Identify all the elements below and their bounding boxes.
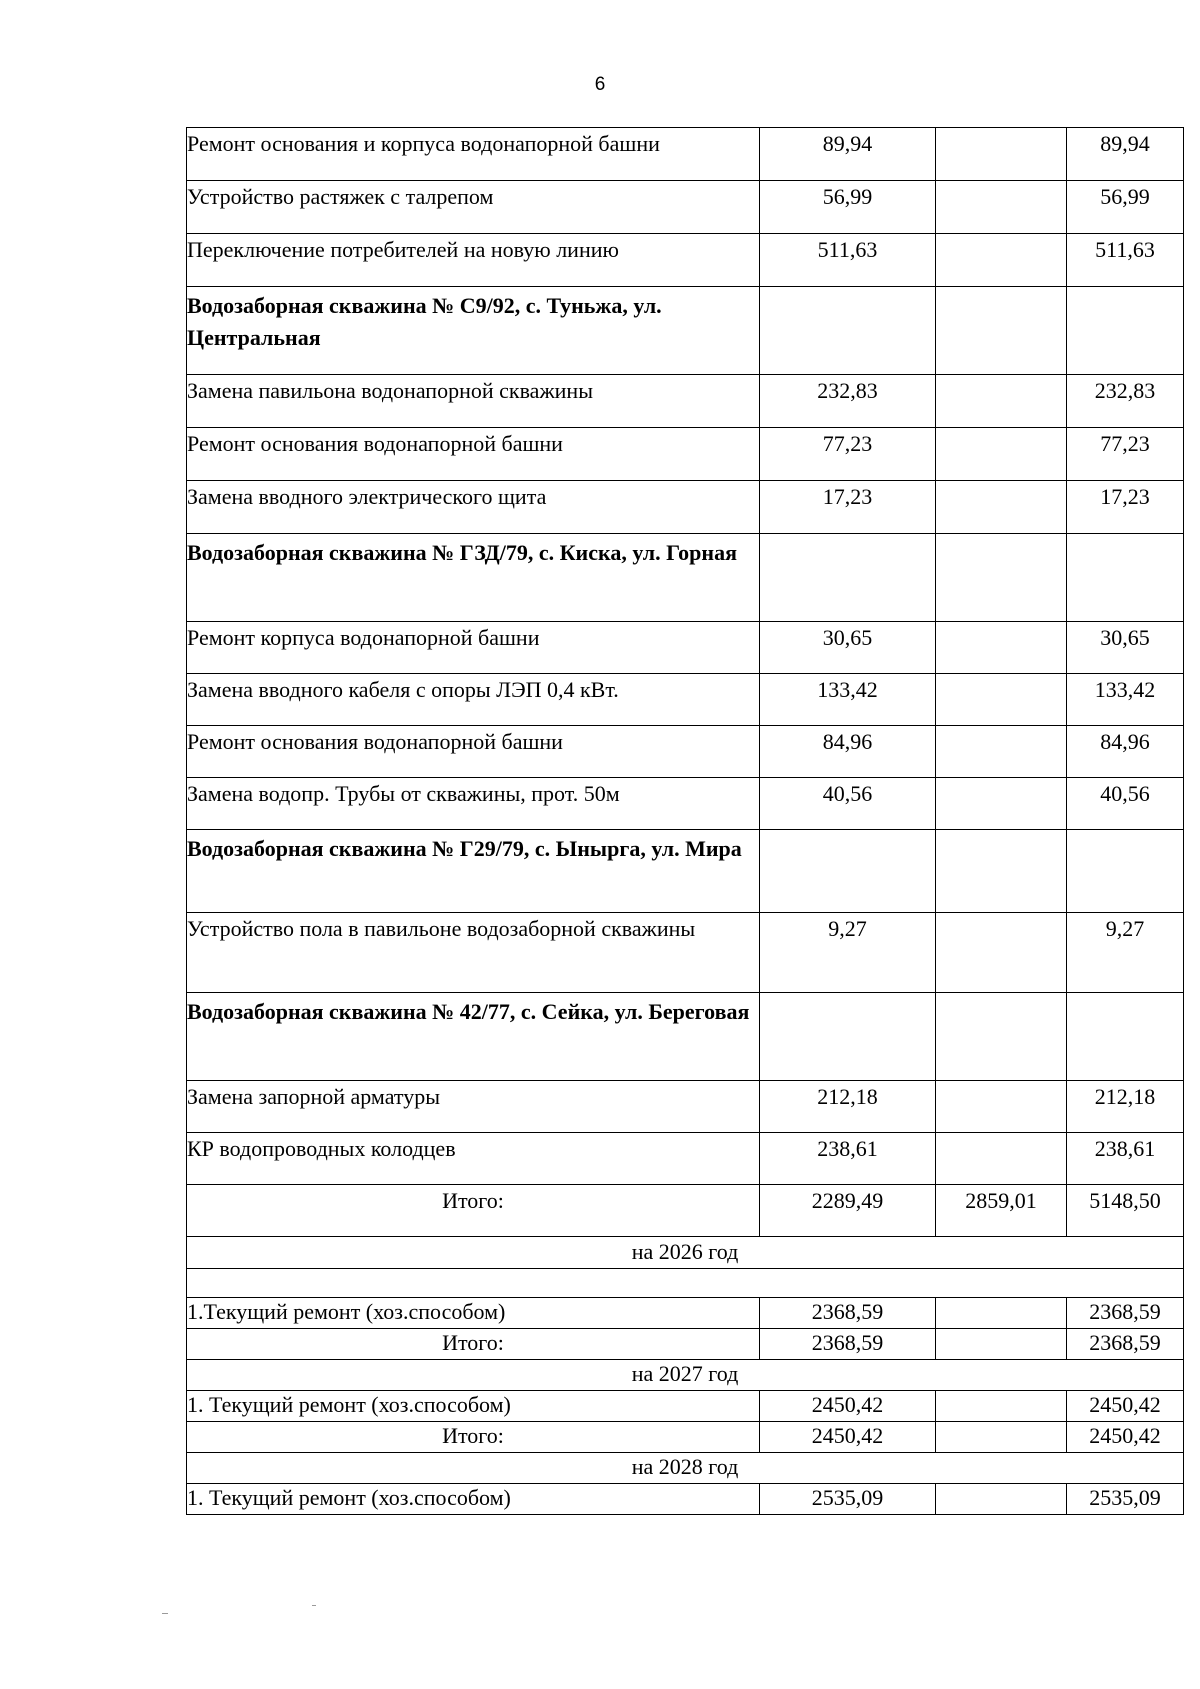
empty-cell [760,830,936,913]
value-cell: 17,23 [1067,481,1184,534]
table-row [187,674,1184,726]
value-cell [936,674,1067,726]
section-heading: Водозаборная скважина № Г29/79, с. Ыныргa, ул. Мира [187,830,760,913]
item-label: Замена павильона водонапорной скважины [187,375,760,428]
item-label: 1.Текущий ремонт (хоз.способом) [187,1298,760,1329]
scan-speck [312,1605,316,1606]
section-heading-row [187,287,1184,375]
value-cell [936,181,1067,234]
item-label: Замена вводного электрического щита [187,481,760,534]
item-label: Ремонт основания водонапорной башни [187,428,760,481]
item-label: Замена запорной арматуры [187,1081,760,1133]
value-cell: 232,83 [1067,375,1184,428]
value-cell: 40,56 [1067,778,1184,830]
table-row [187,1081,1184,1133]
empty-cell [187,1269,1184,1298]
value-cell: 232,83 [760,375,936,428]
year-header-row [187,1360,1184,1391]
table-row [187,181,1184,234]
total-value [936,1329,1067,1360]
value-cell [936,234,1067,287]
table-row [187,428,1184,481]
budget-table [186,127,1184,1515]
value-cell: 84,96 [1067,726,1184,778]
value-cell: 2450,42 [1067,1391,1184,1422]
value-cell: 212,18 [1067,1081,1184,1133]
value-cell: 2368,59 [760,1298,936,1329]
total-label: Итого: [187,1422,760,1453]
value-cell: 2535,09 [760,1484,936,1515]
table-row [187,726,1184,778]
value-cell: 40,56 [760,778,936,830]
empty-cell [1067,993,1184,1081]
value-cell: 89,94 [1067,128,1184,181]
item-label: Замена вводного кабеля с опоры ЛЭП 0,4 кВт. [187,674,760,726]
total-value: 2368,59 [1067,1329,1184,1360]
value-cell: 212,18 [760,1081,936,1133]
value-cell: 77,23 [760,428,936,481]
value-cell: 133,42 [760,674,936,726]
total-row [187,1185,1184,1237]
total-value: 2450,42 [760,1422,936,1453]
value-cell [936,1298,1067,1329]
table-row [187,234,1184,287]
empty-cell [936,287,1067,375]
value-cell [936,1133,1067,1185]
value-cell: 133,42 [1067,674,1184,726]
year-header-row [187,1237,1184,1269]
item-label: 1. Текущий ремонт (хоз.способом) [187,1484,760,1515]
year-header-row [187,1453,1184,1484]
empty-cell [1067,830,1184,913]
value-cell: 30,65 [760,622,936,674]
table-row [187,778,1184,830]
value-cell [936,726,1067,778]
item-label: 1. Текущий ремонт (хоз.способом) [187,1391,760,1422]
year-title-2026: на 2026 год [187,1237,1184,1269]
value-cell: 56,99 [1067,181,1184,234]
table-row [187,1133,1184,1185]
value-cell [936,778,1067,830]
item-label: Замена водопр. Трубы от скважины, прот. 50м [187,778,760,830]
table-row [187,622,1184,674]
value-cell: 89,94 [760,128,936,181]
empty-cell [760,534,936,622]
empty-cell [936,534,1067,622]
value-cell [936,622,1067,674]
value-cell: 238,61 [1067,1133,1184,1185]
value-cell [936,375,1067,428]
value-cell [936,128,1067,181]
section-heading-row [187,993,1184,1081]
value-cell [936,913,1067,993]
total-row [187,1329,1184,1360]
table-row [187,1391,1184,1422]
year-title-2027: на 2027 год [187,1360,1184,1391]
total-value: 2289,49 [760,1185,936,1237]
section-heading-row [187,830,1184,913]
total-label: Итого: [187,1185,760,1237]
table-row [187,913,1184,993]
value-cell: 9,27 [760,913,936,993]
value-cell: 2368,59 [1067,1298,1184,1329]
value-cell [936,1081,1067,1133]
value-cell: 77,23 [1067,428,1184,481]
scan-speck [162,1613,168,1614]
empty-cell [760,993,936,1081]
value-cell [936,428,1067,481]
item-label: КР водопроводных колодцев [187,1133,760,1185]
total-value: 2450,42 [1067,1422,1184,1453]
table-row [187,481,1184,534]
empty-cell [936,993,1067,1081]
total-value: 5148,50 [1067,1185,1184,1237]
value-cell: 2450,42 [760,1391,936,1422]
spacer-row [187,1269,1184,1298]
item-label: Ремонт основания и корпуса водонапорной башни [187,128,760,181]
empty-cell [1067,287,1184,375]
section-heading: Водозаборная скважина № С9/92, с. Туньжа, ул. Центральная [187,287,760,375]
item-label: Устройство пола в павильоне водозаборной скважины [187,913,760,993]
value-cell [936,1391,1067,1422]
value-cell: 56,99 [760,181,936,234]
page-number: 6 [594,74,606,95]
value-cell [936,1484,1067,1515]
item-label: Ремонт основания водонапорной башни [187,726,760,778]
total-value: 2368,59 [760,1329,936,1360]
year-title-2028: на 2028 год [187,1453,1184,1484]
value-cell: 84,96 [760,726,936,778]
total-value: 2859,01 [936,1185,1067,1237]
value-cell: 238,61 [760,1133,936,1185]
value-cell: 511,63 [760,234,936,287]
item-label: Переключение потребителей на новую линию [187,234,760,287]
item-label: Ремонт корпуса водонапорной башни [187,622,760,674]
table-row [187,128,1184,181]
value-cell: 17,23 [760,481,936,534]
value-cell [936,481,1067,534]
table-row [187,1298,1184,1329]
value-cell: 30,65 [1067,622,1184,674]
table-row [187,375,1184,428]
empty-cell [936,830,1067,913]
total-value [936,1422,1067,1453]
empty-cell [1067,534,1184,622]
section-heading-row [187,534,1184,622]
empty-cell [760,287,936,375]
value-cell: 2535,09 [1067,1484,1184,1515]
section-heading: Водозаборная скважина № ГЗД/79, с. Киска, ул. Горная [187,534,760,622]
total-label: Итого: [187,1329,760,1360]
value-cell: 9,27 [1067,913,1184,993]
table-row [187,1484,1184,1515]
total-row [187,1422,1184,1453]
value-cell: 511,63 [1067,234,1184,287]
section-heading: Водозаборная скважина № 42/77, с. Сейка, ул. Береговая [187,993,760,1081]
item-label: Устройство растяжек с талрепом [187,181,760,234]
